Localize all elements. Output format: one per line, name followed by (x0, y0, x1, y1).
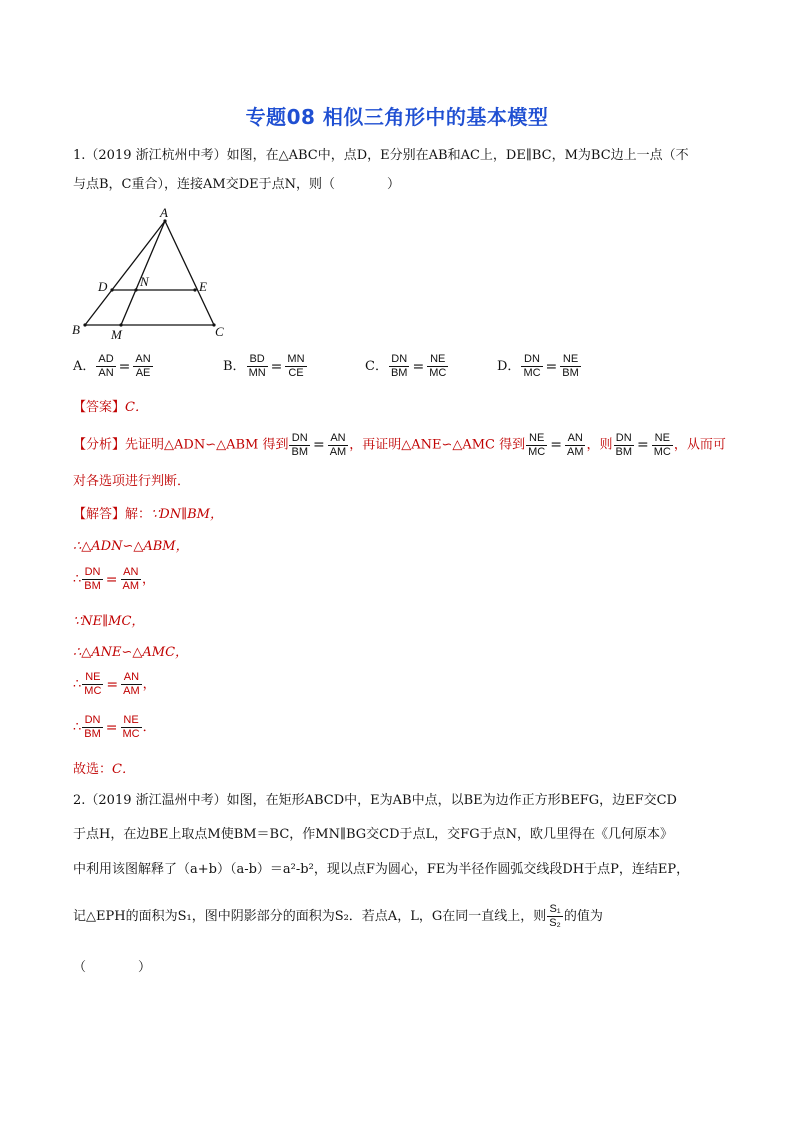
segment-ac (165, 221, 214, 325)
q1-analysis-line2: 对各选项进行判断． (73, 474, 191, 489)
label-a: A (160, 205, 168, 220)
q1-step: ∵NE∥MC， (73, 614, 145, 629)
q1-step: ∴△ANE∽△AMC， (73, 645, 189, 660)
q2-stem-line2: 于点H，在边BE上取点M使BM＝BC，作MN∥BG交CD于点L，交FG于点N，欧几里得在《几何原本》 (73, 827, 673, 842)
q1-option-c[interactable]: C． $\frac{DN}{BM}$ = $\frac{NE}{MC}$ (365, 353, 447, 379)
q1-choose: 故选：C． (73, 762, 135, 777)
q1-option-d[interactable]: D． $\frac{DN}{MC}$ = $\frac{NE}{BM}$ (497, 353, 579, 379)
q2-stem-line3: 中利用该图解释了（a+b）（a-b）＝a²-b²，现以点F为圆心，FE为半径作圆弧交线段DH于点P，连结EP， (73, 862, 690, 877)
label-e: E (199, 279, 207, 294)
segment-ab (85, 221, 165, 325)
q1-option-a[interactable]: A． $\frac{AD}{AN}$ = $\frac{AN}{AE}$ (73, 353, 151, 379)
q1-stem-line2: 与点B，C重合），连接AM交DE于点N，则（ ） (73, 177, 400, 192)
q1-answer: 【答案】C． (73, 400, 148, 415)
label-n: N (140, 274, 149, 289)
q1-step-fraction: ∴ $\frac{NE}{MC}$ = $\frac{AN}{AM}$ ， (73, 671, 156, 697)
page-title: 专题08 相似三角形中的基本模型 (245, 105, 549, 129)
triangle-figure (68, 204, 238, 344)
q1-stem-line1: 1.（2019 浙江杭州中考）如图，在△ABC中，点D，E分别在AB和AC上，DE∥BC，M为BC边上一点（不 (73, 148, 689, 163)
q1-step-fraction: ∴ $\frac{DN}{BM}$ = $\frac{AN}{AM}$ ， (73, 566, 156, 592)
q1-option-b[interactable]: B． $\frac{BD}{MN}$ = $\frac{MN}{CE}$ (223, 353, 305, 379)
q2-answer-blank: （ ） (73, 960, 152, 975)
label-c: C (215, 324, 224, 339)
label-m: M (111, 327, 122, 342)
segment-am (121, 221, 165, 325)
q1-step-fraction: ∴ $\frac{DN}{BM}$ = $\frac{NE}{MC}$ ． (73, 714, 156, 740)
q2-stem-line4: 记△EPH的面积为S₁，图中阴影部分的面积为S₂．若点A，L，G在同一直线上，则 $\frac{\text{S₁}}{\text{S₂}}$ 的值为 (73, 903, 603, 929)
q1-step: ∴△ADN∽△ABM， (73, 539, 189, 554)
q2-stem-line1: 2.（2019 浙江温州中考）如图，在矩形ABCD中，E为AB中点，以BE为边作正方形BEFG，边EF交CD (73, 793, 677, 808)
q1-analysis: 【分析】先证明△ADN∽△ABM 得到 $\frac{DN}{BM}$ = $\frac{AN}{AM}$ ，再证明△ANE∽△AMC 得到 $\frac{NE}{MC}$ = $\frac{AN}{AM}$ ，则 $\frac{DN}{BM}$ = $\frac{NE}{MC}$ ，从而可 (73, 431, 726, 458)
label-b: B (72, 322, 80, 337)
q1-solution-intro: 【解答】解：∵DN∥BM， (73, 507, 223, 522)
label-d: D (98, 279, 108, 294)
